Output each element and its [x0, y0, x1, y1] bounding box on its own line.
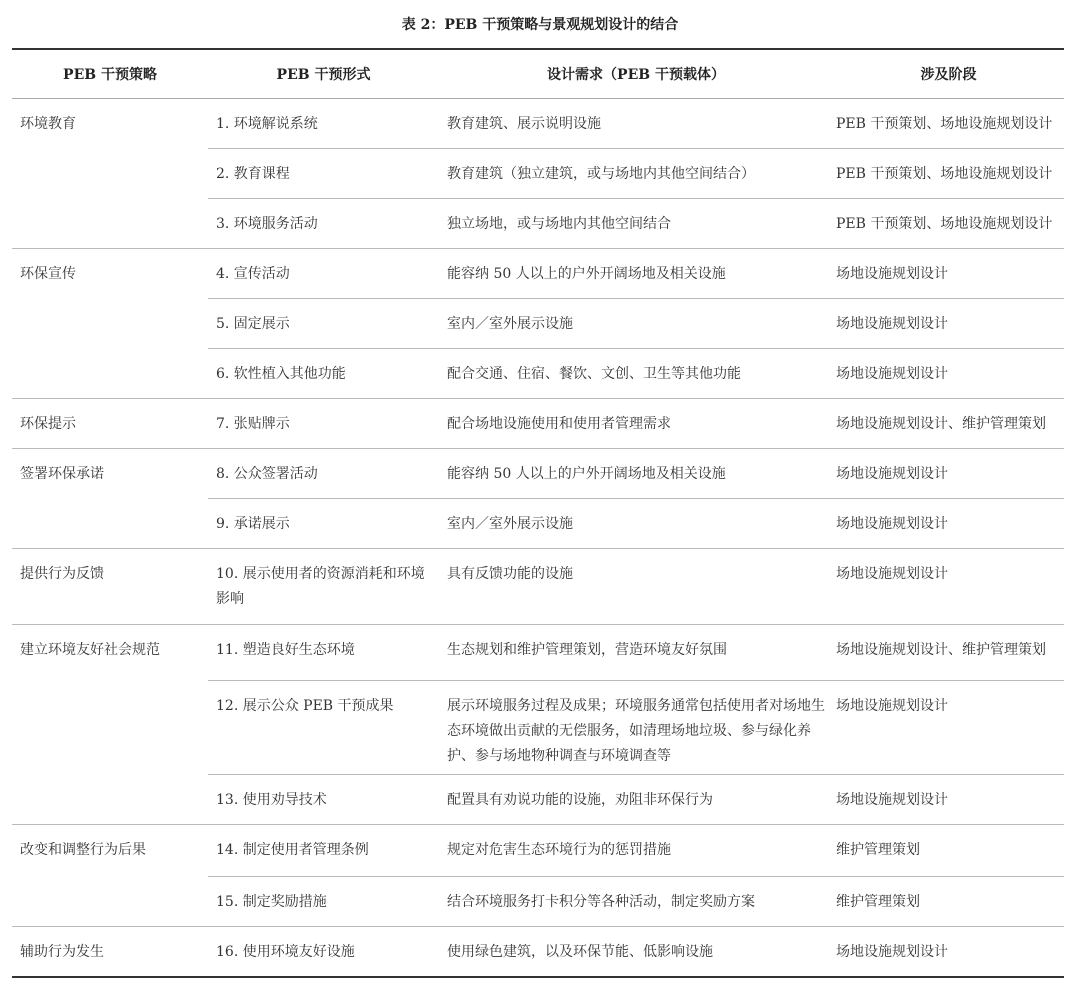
cell-form: 12. 展示公众 PEB 干预成果 — [208, 681, 439, 775]
table-row — [12, 99, 1064, 149]
cell-form: 16. 使用环境友好设施 — [208, 927, 439, 977]
cell-need: 教育建筑、展示说明设施 — [439, 99, 833, 149]
cell-stage: PEB 干预策划、场地设施规划设计 — [833, 199, 1064, 249]
table-header-row — [12, 49, 1064, 99]
cell-stage: 场地设施规划设计 — [833, 349, 1064, 399]
cell-form: 10. 展示使用者的资源消耗和环境影响 — [208, 549, 439, 625]
cell-form: 13. 使用劝导技术 — [208, 775, 439, 825]
cell-stage: 场地设施规划设计、维护管理策划 — [833, 625, 1064, 681]
header-form: PEB 干预形式 — [208, 49, 439, 99]
cell-stage: PEB 干预策划、场地设施规划设计 — [833, 149, 1064, 199]
cell-need: 使用绿色建筑，以及环保节能、低影响设施 — [439, 927, 833, 977]
cell-need: 独立场地，或与场地内其他空间结合 — [439, 199, 833, 249]
cell-need: 结合环境服务打卡积分等各种活动，制定奖励方案 — [439, 877, 833, 927]
cell-form: 8. 公众签署活动 — [208, 449, 439, 499]
cell-stage: 场地设施规划设计 — [833, 249, 1064, 299]
cell-stage: 维护管理策划 — [833, 877, 1064, 927]
cell-need: 室内／室外展示设施 — [439, 499, 833, 549]
cell-strategy: 改变和调整行为后果 — [12, 825, 208, 927]
cell-form: 11. 塑造良好生态环境 — [208, 625, 439, 681]
cell-need: 配置具有劝说功能的设施，劝阻非环保行为 — [439, 775, 833, 825]
table-row — [12, 625, 1064, 681]
cell-stage: 场地设施规划设计 — [833, 775, 1064, 825]
cell-form: 15. 制定奖励措施 — [208, 877, 439, 927]
cell-stage: 维护管理策划 — [833, 825, 1064, 877]
cell-strategy: 签署环保承诺 — [12, 449, 208, 549]
cell-stage: PEB 干预策划、场地设施规划设计 — [833, 99, 1064, 149]
cell-form: 9. 承诺展示 — [208, 499, 439, 549]
cell-form: 14. 制定使用者管理条例 — [208, 825, 439, 877]
cell-need: 能容纳 50 人以上的户外开阔场地及相关设施 — [439, 249, 833, 299]
cell-strategy: 环境教育 — [12, 99, 208, 249]
cell-form: 6. 软性植入其他功能 — [208, 349, 439, 399]
cell-need: 教育建筑（独立建筑，或与场地内其他空间结合） — [439, 149, 833, 199]
table-row — [12, 399, 1064, 449]
cell-form: 4. 宣传活动 — [208, 249, 439, 299]
cell-stage: 场地设施规划设计 — [833, 299, 1064, 349]
peb-strategy-table — [12, 48, 1064, 978]
cell-need: 能容纳 50 人以上的户外开阔场地及相关设施 — [439, 449, 833, 499]
cell-stage: 场地设施规划设计 — [833, 449, 1064, 499]
header-stage: 涉及阶段 — [833, 49, 1064, 99]
cell-stage: 场地设施规划设计 — [833, 681, 1064, 775]
cell-strategy: 辅助行为发生 — [12, 927, 208, 977]
header-need: 设计需求（PEB 干预载体） — [439, 49, 833, 99]
table-row — [12, 549, 1064, 625]
cell-stage: 场地设施规划设计 — [833, 927, 1064, 977]
cell-need: 生态规划和维护管理策划，营造环境友好氛围 — [439, 625, 833, 681]
cell-need: 配合交通、住宿、餐饮、文创、卫生等其他功能 — [439, 349, 833, 399]
cell-need: 具有反馈功能的设施 — [439, 549, 833, 625]
table-row — [12, 449, 1064, 499]
cell-form: 1. 环境解说系统 — [208, 99, 439, 149]
cell-need: 室内／室外展示设施 — [439, 299, 833, 349]
cell-strategy: 提供行为反馈 — [12, 549, 208, 625]
cell-form: 7. 张贴牌示 — [208, 399, 439, 449]
cell-stage: 场地设施规划设计 — [833, 549, 1064, 625]
table-row — [12, 927, 1064, 977]
cell-stage: 场地设施规划设计、维护管理策划 — [833, 399, 1064, 449]
cell-need: 展示环境服务过程及成果；环境服务通常包括使用者对场地生态环境做出贡献的无偿服务，如清理场地垃圾、参与绿化养护、参与场地物种调查与环境调查等 — [439, 681, 833, 775]
cell-need: 规定对危害生态环境行为的惩罚措施 — [439, 825, 833, 877]
cell-strategy: 建立环境友好社会规范 — [12, 625, 208, 825]
cell-strategy: 环保提示 — [12, 399, 208, 449]
cell-form: 3. 环境服务活动 — [208, 199, 439, 249]
cell-need: 配合场地设施使用和使用者管理需求 — [439, 399, 833, 449]
cell-stage: 场地设施规划设计 — [833, 499, 1064, 549]
table-title: 表 2：PEB 干预策略与景观规划设计的结合 — [401, 17, 679, 33]
cell-form: 2. 教育课程 — [208, 149, 439, 199]
header-strategy: PEB 干预策略 — [12, 49, 208, 99]
table-row — [12, 249, 1064, 299]
cell-strategy: 环保宣传 — [12, 249, 208, 399]
table-row — [12, 825, 1064, 877]
cell-form: 5. 固定展示 — [208, 299, 439, 349]
